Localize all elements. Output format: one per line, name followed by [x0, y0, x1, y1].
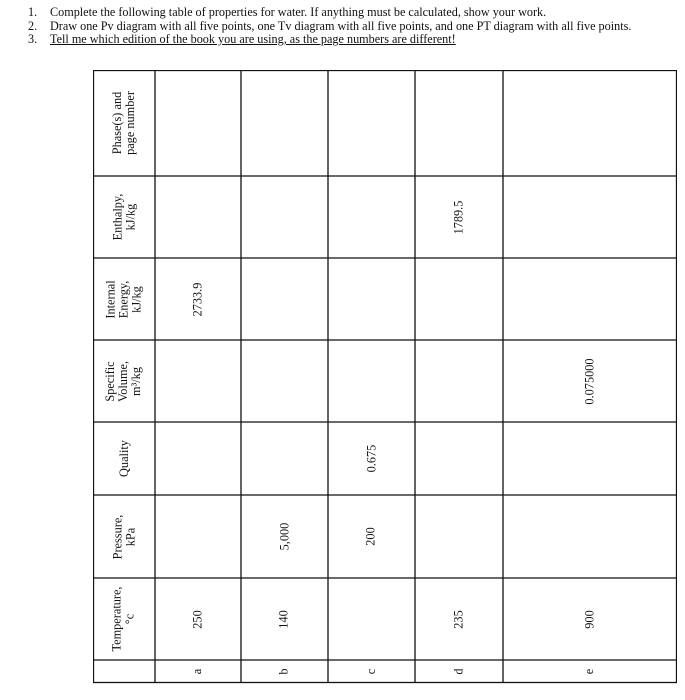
row-label-c: [328, 660, 415, 683]
value-text: 250: [190, 609, 205, 629]
value-text: 5,000: [276, 522, 291, 551]
value-text: 140: [276, 609, 291, 629]
cell-c-quality[interactable]: [328, 422, 415, 495]
header-volume-line2: Volume,: [116, 360, 131, 402]
instruction-number: 2.: [28, 18, 38, 33]
row-label-text: c: [364, 668, 378, 675]
row-label-text: d: [451, 668, 466, 675]
header-temperature-cell: [93, 578, 155, 660]
header-quality-line1: Quality: [116, 440, 131, 477]
instruction-item: [28, 20, 668, 34]
header-temperature-line1: Temperature,: [110, 586, 124, 652]
header-energy-line1: Internal: [103, 279, 118, 319]
header-quality-cell: [93, 422, 155, 495]
value-text: 200: [363, 527, 378, 546]
row-label-text: e: [582, 668, 597, 675]
instruction-item: [28, 6, 668, 20]
header-pressure-cell: [93, 495, 155, 578]
cell-a-internal-energy[interactable]: [155, 258, 241, 340]
header-pressure-line1: Pressure,: [110, 514, 124, 559]
row-label-d: [415, 660, 503, 683]
instruction-number: 3.: [28, 32, 38, 47]
header-enthalpy-line2: kJ/kg: [122, 203, 137, 231]
cell-e-temperature[interactable]: [503, 578, 677, 660]
cell-b-temperature[interactable]: [241, 578, 328, 660]
value-text: 235: [451, 609, 466, 629]
row-label-a: [155, 660, 241, 683]
value-text: 1789.5: [451, 200, 466, 234]
header-energy-line2: Energy,: [116, 280, 131, 318]
cell-d-temperature[interactable]: [415, 578, 503, 660]
header-phase-line1: Phase(s) and: [110, 91, 125, 155]
value-text: 0.075000: [582, 357, 597, 405]
cell-a-temperature[interactable]: [155, 578, 241, 660]
instruction-text: Tell me which edition of the book you are using, as the page numbers are different!: [50, 32, 456, 47]
header-energy-line3: kJ/kg: [129, 285, 144, 313]
header-pressure-line2: kPa: [123, 527, 137, 546]
header-volume-cell: [93, 340, 155, 422]
header-phase-cell: [93, 70, 155, 176]
header-enthalpy-cell: [93, 176, 155, 258]
instruction-text: Complete the following table of properties for water. If anything must be calculated, show your work.: [50, 5, 547, 19]
value-text: 900: [582, 609, 597, 629]
cell-c-pressure[interactable]: [328, 495, 415, 578]
header-volume-line1: Specific: [103, 360, 118, 402]
row-label-b: [241, 660, 328, 683]
header-phase-line2: page number: [123, 91, 138, 155]
header-enthalpy-line1: Enthalpy,: [109, 193, 124, 241]
value-text: 2733.9: [190, 282, 205, 316]
header-temperature-line2: °c: [123, 613, 137, 625]
value-text: 0.675: [363, 444, 378, 473]
row-label-text: b: [277, 668, 291, 675]
cell-e-specific-volume[interactable]: [503, 340, 677, 422]
row-label-e: [503, 660, 677, 683]
header-volume-line3: m³/kg: [129, 366, 144, 396]
cell-d-enthalpy[interactable]: [415, 176, 503, 258]
instructions-list: [28, 6, 668, 47]
cell-b-pressure[interactable]: [241, 495, 328, 578]
instruction-item: [28, 33, 668, 47]
header-energy-cell: [93, 258, 155, 340]
row-label-text: a: [190, 668, 205, 675]
instruction-text: Draw one Pv diagram with all five points, one Tv diagram with all five points, and one PT diagram with all five points.: [50, 18, 632, 33]
properties-table: [93, 70, 677, 684]
instruction-number: 1.: [28, 5, 38, 19]
